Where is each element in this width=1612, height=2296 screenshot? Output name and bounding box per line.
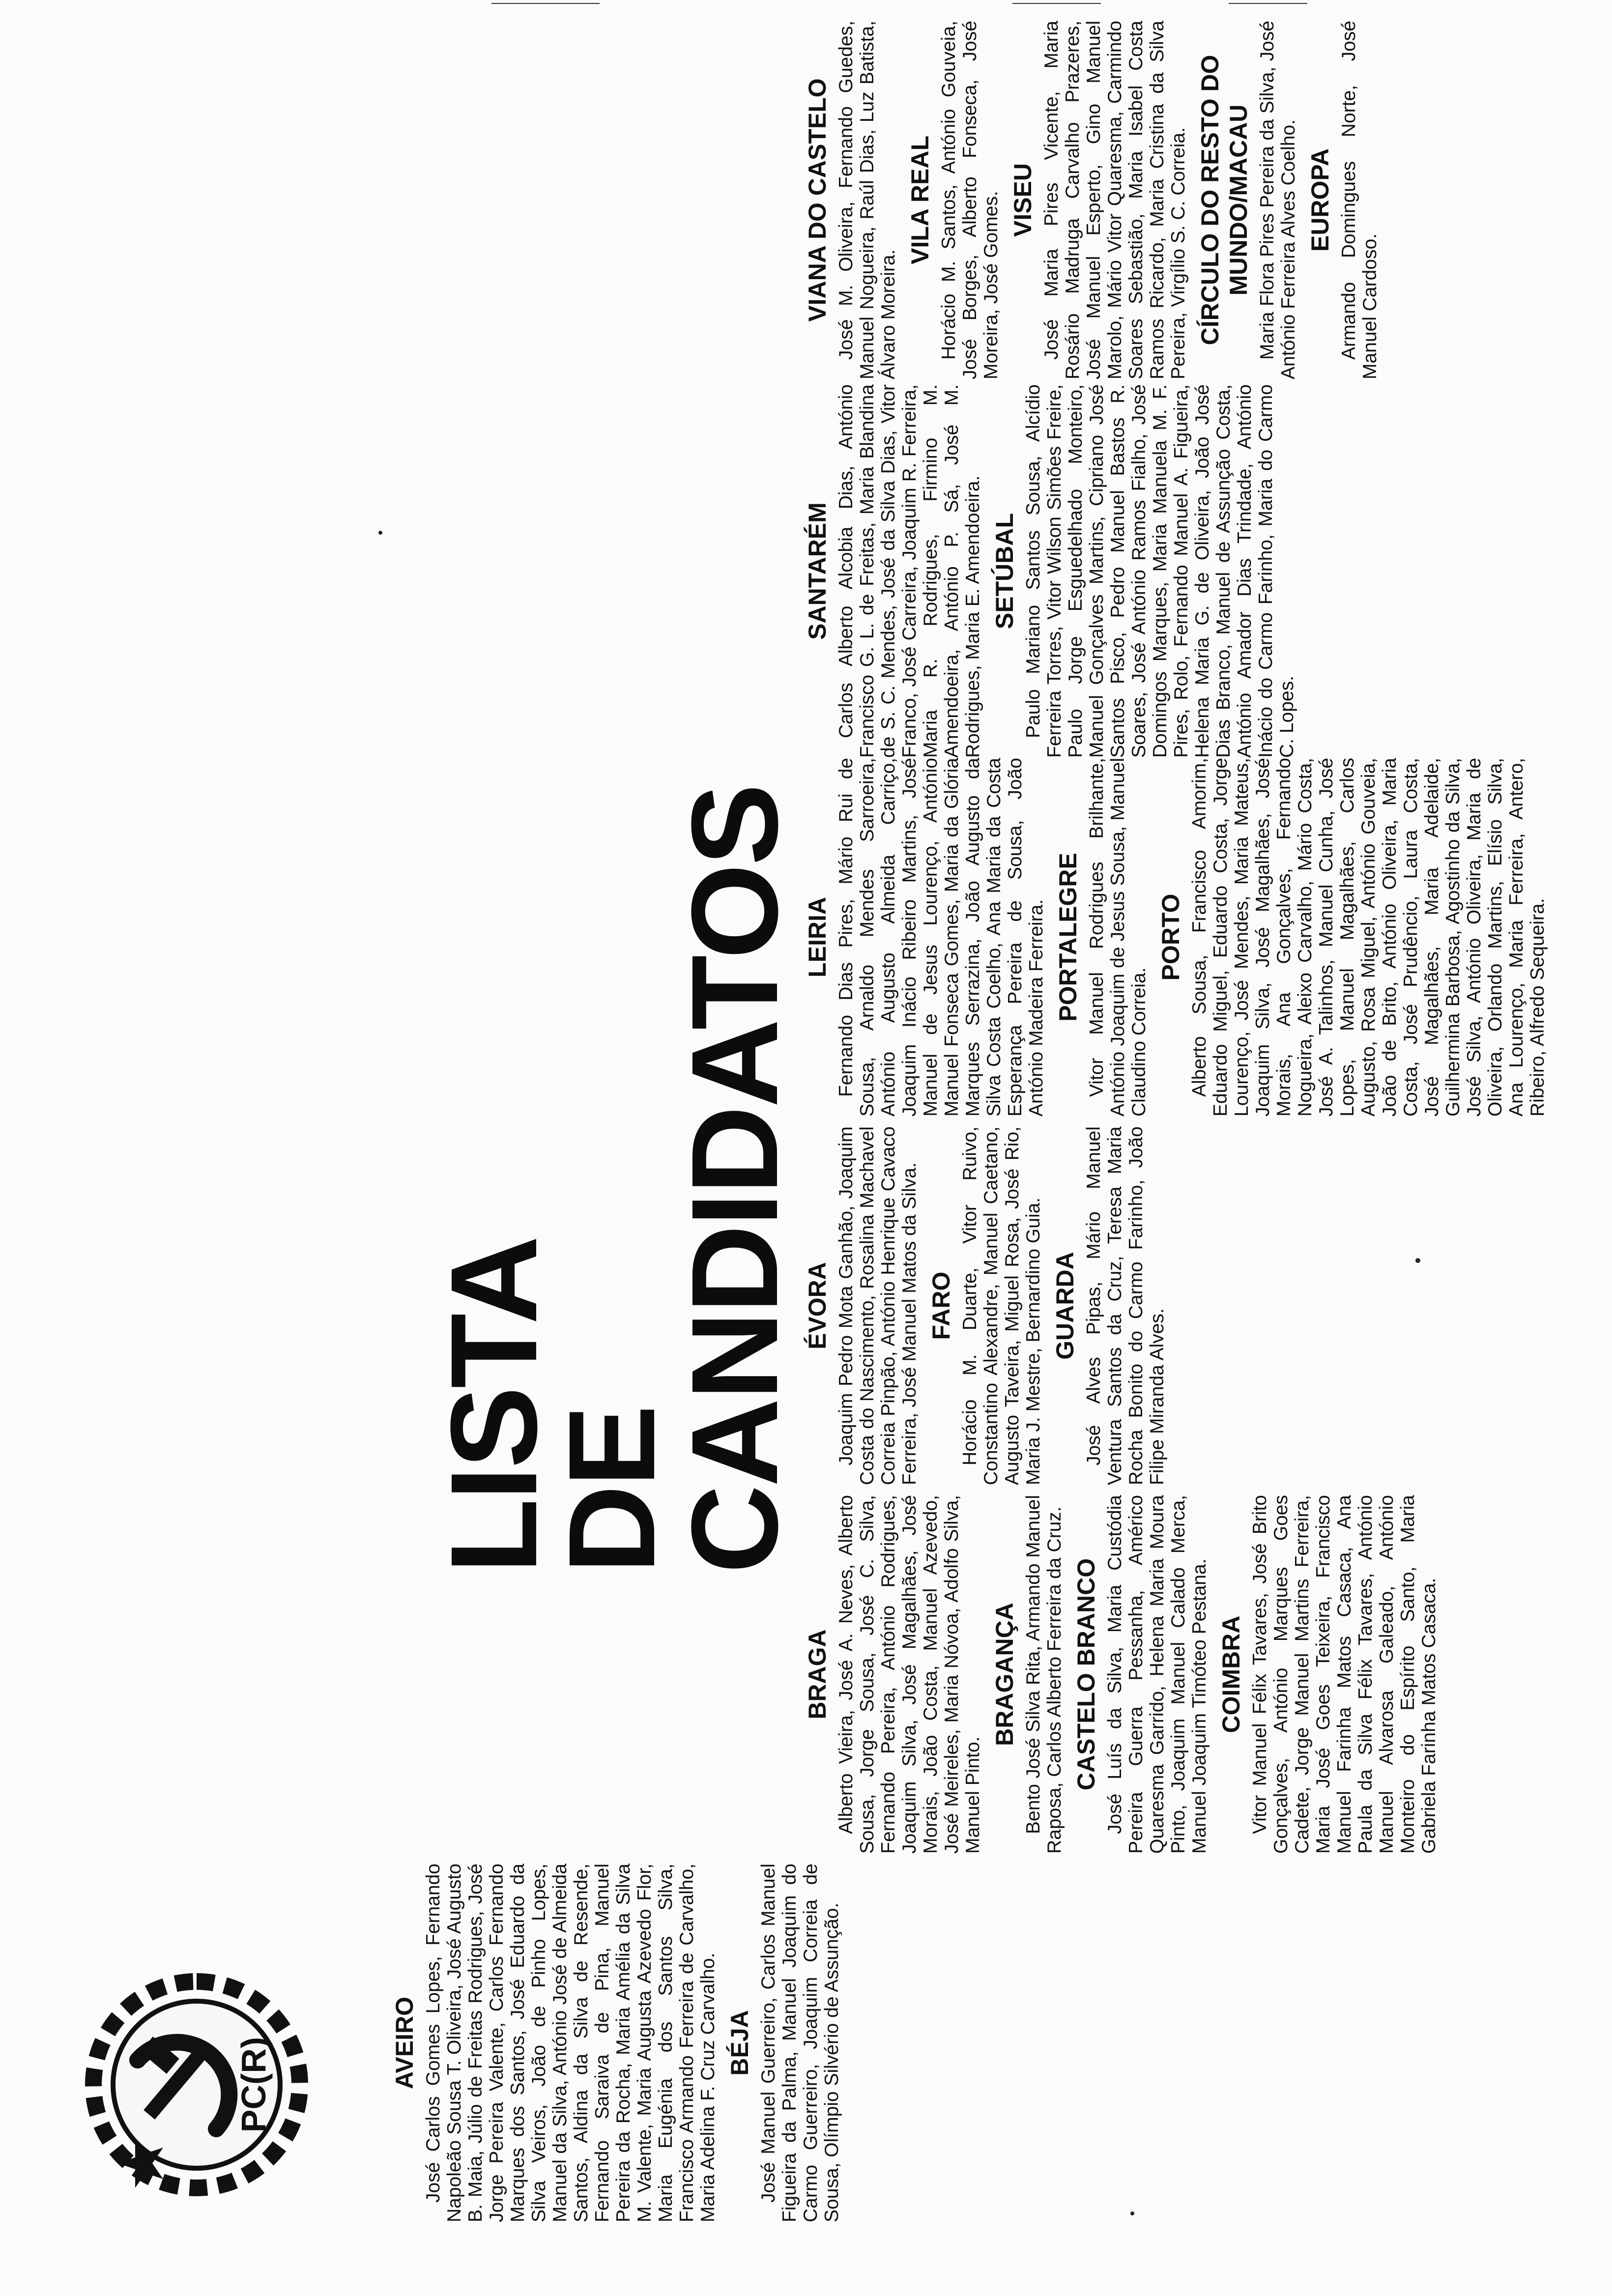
party-logo [59, 1947, 334, 2222]
headline [425, 785, 803, 1574]
district-heading: SANTARÉM [804, 502, 831, 640]
headline-line-1: LISTA [425, 1237, 562, 1574]
candidate-list: José Carlos Gomes Lopes, Fernando Napoleão Sousa T. Oliveira, José Augusto B. Maia, Júlio de Freitas Rodrigues, José Jorge Pereira Valente, Carlos Fernando Marques dos Santos, José Eduardo da Silva Veiros, João de Pinho Lopes, Manuel da Silva, António José de Almeida Santos, Aldina da Silva de Resende, Fernando Saraiva de Pina, Manuel Pereira da Rocha, Maria Amélia da Silva M. Valente, Maria Augusta Azevedo Flor, Maria Eugénia dos Santos Silva, Francisco Armando Ferreira de Carvalho, Maria Adelina F. Cruz Carvalho. [423, 1864, 719, 2222]
candidate-list: Horácio M. Duarte, Vitor Ruivo, Constantino Alexandre, Manuel Caetano, Augusto Taveira, Miguel Rosa, José Rio, Maria J. Mestre, Bernardino Guia. [959, 1126, 1044, 1485]
district-heading: PORTALEGRE [1054, 853, 1082, 1022]
candidate-list: Alberto Sousa, Francisco Amorim, Eduardo Miguel, Eduardo Costa, Jorge Lourenço, José Mendes, Maria Mateus, Joaquim Silva, José Magalhães, José Morais, Ana Gonçalves, Fernando Nogueira, Aleixo Carvalho, Mário Costa, José A. Talinhos, Manuel Cunha, José Lopes, Manuel Magalhães, Carlos Augusto, Rosa Miguel, António Gouveia, João de Brito, António Oliveira, Maria Costa, José Prudêncio, Laura Costa, José Magalhães, Maria Adelaide, Guilhermina Barbosa, Agostinho da Silva, José Silva, António Oliveira, Maria de Oliveira, Orlando Martins, Elísio Silva, Ana Lourenço, Maria Ferreira, Antero, Ribeiro, Alfredo Sequeira. [1189, 758, 1548, 1117]
candidate-list: Vitor Manuel Félix Tavares, José Brito Gonçalves, António Marques Goes Cadete, Jorge Manuel Martins Ferreira, Maria José Goes Teixeira, Francisco Manuel Farinha Matos Casaca, Ana Paula da Silva Félix Tavares, António Manuel Alvarosa Galeado, António Monteiro do Espírito Santo, Maria Gabriela Farinha Matos Casaca. [1249, 1495, 1439, 1854]
district-heading: VILA REAL [906, 135, 934, 265]
district-heading: VISEU [1009, 163, 1036, 237]
column-2 [796, 1495, 1439, 1854]
candidate-list: Joaquim Pedro Mota Ganhão, Joaquim Costa do Nascimento, Rosalina Machavel Correia Pinpão, António Henrique Cavaco Ferreira, José Manuel Matos da Silva. [835, 1126, 920, 1485]
district-heading: GUARDA [1051, 1252, 1079, 1360]
candidate-list: Maria Flora Pires Pereira da Silva, José António Ferreira Alves Coelho. [1257, 21, 1299, 379]
district-heading: BRAGA [804, 1629, 831, 1720]
district-heading: LEIRIA [804, 897, 831, 977]
column-4 [796, 758, 1548, 1117]
logo-text: PC(R) [234, 2037, 273, 2133]
district-heading: AVEIRO [391, 1997, 418, 2089]
candidate-list: José M. Oliveira, Fernando Guedes, Manuel Nogueira, Raúl Dias, Luz Batista, Álvaro Moreira. [835, 21, 899, 379]
district-heading: CASTELO BRANCO [1072, 1558, 1100, 1791]
district-heading: BÉJA [726, 2010, 753, 2076]
candidate-list: José Alves Pipas, Mário Manuel Ventura Santos da Cruz, Teresa Maria Rocha Bonito do Carmo Farinho, João Filipe Miranda Alves. [1083, 1126, 1168, 1485]
candidate-list: Vitor Manuel Rodrigues Brilhante, António Joaquim de Jesus Sousa, Manuel Claudino Correia. [1086, 758, 1150, 1117]
candidate-list: José Maria Pires Vicente, Maria Rosário Madruga Carvalho Prazeres, José Manuel Esperto, Gino Manuel Marolo, Mário Vitor Quaresma, Carmindo Soares Sebastião, Maria Isabel Costa Ramos Ricardo, Maria Cristina da Silva Pereira, Virgílio S. C. Correia. [1041, 21, 1189, 379]
district-heading: VIANA DO CASTELO [804, 78, 831, 322]
candidate-list: José Luís da Silva, Maria Custódia Pereira Guerra Pessanha, Américo Quaresma Garrido, Helena Maria Moura Pinto, Joaquim Manuel Calado Merca, Manuel Joaquim Timóteo Pestana. [1104, 1495, 1210, 1854]
district-heading: PORTO [1157, 893, 1184, 981]
district-heading: FARO [927, 1271, 955, 1340]
candidate-list: Armando Domingues Norte, José Manuel Cardoso. [1338, 21, 1381, 379]
district-heading: ÉVORA [804, 1262, 831, 1349]
district-heading: EUROPA [1306, 148, 1334, 252]
headline-line-2: DE CANDIDATOS [543, 785, 803, 1574]
district-heading: BRAGANÇA [991, 1603, 1018, 1746]
candidate-list: Carlos Alberto Alcobia Dias, António Francisco G. L. de Freitas, Maria Blandina de S. C. Mendes, José da Silva Dias, Vitor Franco, José Carreira, Joaquim R. Ferreira, Maria R. Rodrigues, Firmino M. Amendoeira, António P. Sá, José M. Rodrigues, Maria E. Amendoeira. [835, 384, 983, 758]
column-5 [796, 384, 1297, 758]
candidate-list: Fernando Dias Pires, Mário Rui de Sousa, Arnaldo Mendes Sarroeira, António Augusto Almeida Carriço, Joaquim Inácio Ribeiro Martins, José Manuel de Jesus Lourenço, António Manuel Fonseca Gomes, Maria da Glória Marques Serrazina, João Augusto da Silva Costa Coelho, Ana Maria da Costa Esperança Pereira de Sousa, João António Madeira Ferreira. [835, 758, 1047, 1117]
candidate-list: José Manuel Guerreiro, Carlos Manuel Figueira da Palma, Manuel Joaquim do Carmo Guerreiro, Joaquim Correia de Sousa, Olímpio Silvério de Assunção. [758, 1864, 842, 2222]
column-6 [796, 21, 1381, 379]
district-heading: COIMBRA [1217, 1615, 1245, 1733]
column-3 [796, 1126, 1168, 1485]
district-heading: CÍRCULO DO RESTO DO MUNDO/MACAU [1196, 55, 1252, 345]
district-heading: SETÚBAL [991, 513, 1018, 630]
candidate-list: Bento José Silva Rita, Armando Manuel Raposa, Carlos Alberto Ferreira da Cruz. [1023, 1495, 1065, 1854]
hammer-sickle-cog-icon [59, 1947, 334, 2222]
candidate-list: Alberto Vieira, José A. Neves, Alberto Sousa, Jorge Sousa, José C. Silva, Fernando Pereira, António Rodrigues, Joaquim Silva, José Magalhães, José Morais, João Costa, Manuel Azevedo, José Meireles, Maria Nóvoa, Adolfo Silva, Manuel Pinto. [835, 1495, 983, 1854]
candidate-list: Horácio M. Santos, António Gouveia, José Borges, Alberto Fonseca, José Moreira, José Gomes. [938, 21, 1002, 379]
column-1 [383, 1864, 842, 2222]
candidate-list: Paulo Mariano Santos Sousa, Alcídio Ferreira Torres, Vitor Wilson Simões Freire, Paulo Jorge Esguedelhado Monteiro, Manuel Gonçalves Martins, Cipriano José Santos Pisco, Pedro Manuel Bastos R. Soares, José António Ramos Fialho, José Domingos Marques, Maria Manuela M. F. Pires, Rolo, Fernando Manuel A. Figueira, Helena Maria G. de Oliveira, João José Dias Branco, Manuel de Assunção Costa, António Amador Dias Trindade, António Inácio do Carmo Farinho, Maria do Carmo C. Lopes. [1023, 384, 1297, 758]
